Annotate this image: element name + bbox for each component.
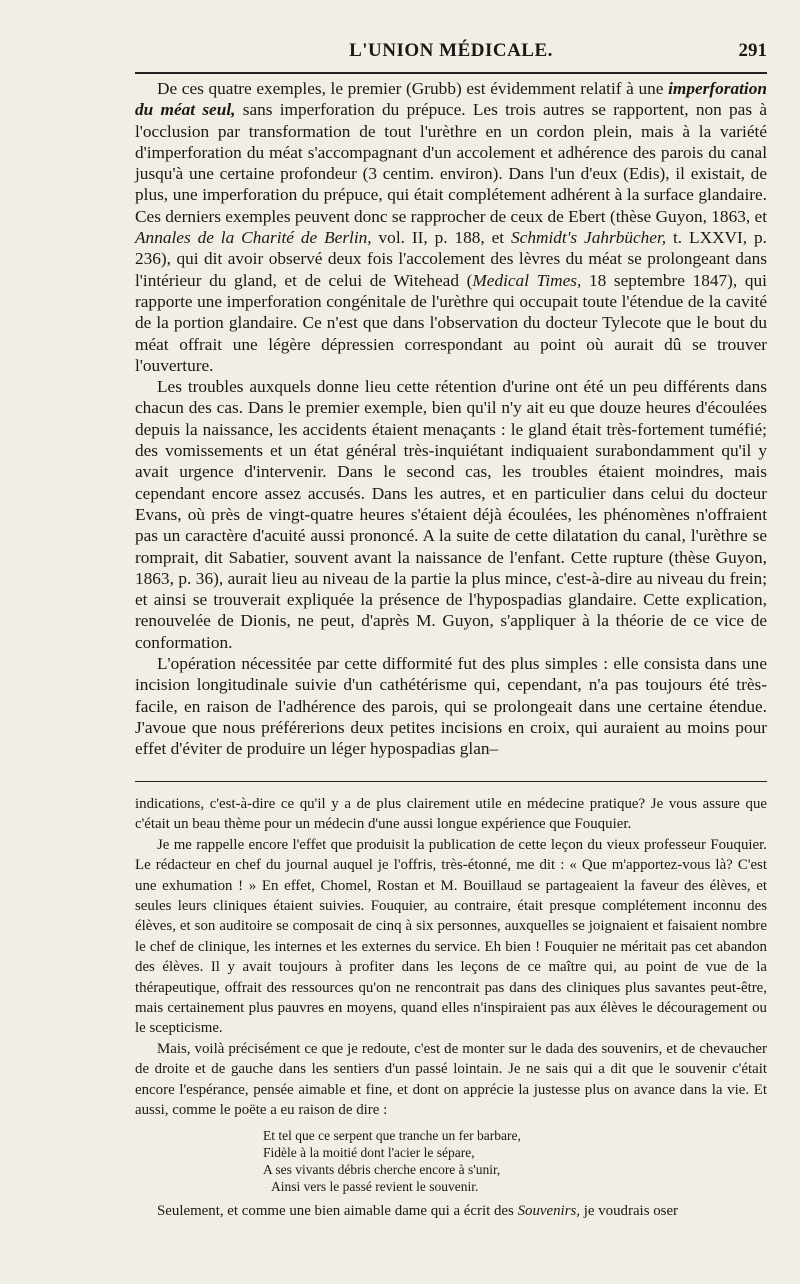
page-header bbox=[135, 40, 767, 66]
verse-line: Ainsi vers le passé revient le souvenir. bbox=[271, 1178, 479, 1194]
verse-quote bbox=[263, 1127, 767, 1195]
verse-line: Fidèle à la moitié dont l'acier le sépare, bbox=[263, 1144, 475, 1160]
feuilleton-paragraph-2: Je me rappelle encore l'effet que produisit la publication de cette leçon du vieux professeur Fouquier. Le rédacteur en chef du journal auquel je l'offris, très-étonné, me dit : « Que m'apportez-vous là? C'est une exhumation ! » En effet, Chomel, Rostan et M. Bouillaud se partageaient la faveur des élèves, et seules leurs cliniques étaient suivies. Fouquier, au contraire, était presque complétement inconnu des élèves, et son auditoire se composait de cinq à six personnes, auxquelles se joignaient et faisaient nombre le chef de clinique, les internes et les externes du service. Eh bien ! Fouquier ne méritait pas cet abandon des élèves. Il y avait toujours à profiter dans les leçons de ce maître qui, au point de vue de la thérapeutique, offrait des ressources qu'on ne rencontrait pas dans des cliniques plus savantes peut-être, mais certainement plus pauvres en moyens, quand elles n'inspiraient pas aux élèves le découragement ou le scepticisme. bbox=[135, 836, 767, 1037]
main-paragraph-3: L'opération nécessitée par cette difformité fut des plus simples : elle consista dans une incision longitudinale suivie d'un cathétérisme qui, cependant, n'a pas toujours été très-facile, en raison de l'adhérence des parois, qui se prolongeait dans une certaine étendue. J'avoue que nous préférerions deux petites incisions en croix, qui auraient au moins pour effet d'éviter de produire un léger hypospadias glan– bbox=[135, 654, 767, 759]
verse-line: A ses vivants débris cherche encore à s'unir, bbox=[263, 1161, 501, 1177]
feuilleton-divider bbox=[135, 781, 767, 782]
main-paragraph-2: Les troubles auxquels donne lieu cette rétention d'urine ont été un peu différents dans chacun des cas. Dans le premier exemple, bien qu'il n'y ait eu que douze heures d'écoulées depuis la naissance, les accidents étaient menaçants : le gland était très-fortement tuméfié; des vomissements et un état général très-inquiétant indiquaient surabondamment qu'il y avait urgence d'intervenir. Dans le second cas, les troubles étaient moindres, mais cependant encore assez accusés. Dans les autres, et en particulier dans celui du docteur Evans, où près de vingt-quatre heures s'étaient déjà écoulées, les phénomènes n'offraient pas un caractère d'acuité aussi prononcé. A la suite de cette dilatation du canal, l'urèthre se romprait, dit Sabatier, souvent avant la naissance de l'enfant. Cette rupture (thèse Guyon, 1863, p. 36), aurait lieu au niveau de la partie la plus mince, c'est-à-dire au niveau du frein; et ainsi se trouverait expliquée la présence de l'hypospadias glandaire. Cette explication, renouvelée de Dionis, ne peut, d'après M. Guyon, s'appliquer à la théorie de ce vice de conformation. bbox=[135, 377, 767, 652]
feuilleton-paragraph-3: Mais, voilà précisément ce que je redoute, c'est de monter sur le dada des souvenirs, et de chevaucher de droite et de gauche dans les sentiers d'un passé lointain. Je ne sais qui a dit que le souvenir c'était encore l'espérance, pensée aimable et fine, et dont on apprécie la justesse plus on avance dans la vie. Et aussi, comme le poëte a eu raison de dire : bbox=[135, 1040, 767, 1119]
feuilleton-paragraph-4: Seulement, et comme une bien aimable dame qui a écrit des Souvenirs, je voudrais oser bbox=[157, 1202, 679, 1219]
main-paragraph-1: De ces quatre exemples, le premier (Grubb) est évidemment relatif à une imperforation du méat seul, sans imperforation du prépuce. Les trois autres se rapportent, non pas à l'occlusion par transformation de tout l'urèthre en un cordon plein, mais à la variété d'imperforation du méat s'accompagnant d'un accolement et adhérence des parois du canal jusqu'à une certaine profondeur (3 centim. environ). Dans l'un d'eux (Edis), il existait, de plus, une imperforation du prépuce, qui était complétement adhérent à la surface glandaire. Ces derniers exemples peuvent donc se rapprocher de ceux de Ebert (thèse Guyon, 1863, et Annales de la Charité de Berlin, vol. II, p. 188, et Schmidt's Jahrbücher, t. LXXVI, p. 236), qui dit avoir observé deux fois l'accolement des lèvres du méat se prolongeant dans l'intérieur du gland, et de celui de Witehead (Medical Times, 18 septembre 1847), qui rapporte une imperforation congénitale de l'urèthre qui occupait toute l'étendue de la cavité de la portion glandaire. Ce n'est que dans l'observation du docteur Tylecote que le bout du méat offrait une légère dépressien correspondant au point où aurait dû se trouver l'ouverture. bbox=[135, 79, 768, 375]
feuilleton-paragraph-1: indications, c'est-à-dire ce qu'il y a de plus clairement utile en médecine pratique? Je vous assure que c'était un beau thème pour un médecin d'une aussi longue expérience que Fouquier. bbox=[135, 796, 767, 833]
feuilleton-section bbox=[135, 794, 767, 1221]
running-title: L'UNION MÉDICALE. bbox=[349, 40, 553, 61]
page-number: 291 bbox=[738, 40, 767, 61]
header-rule bbox=[135, 72, 767, 74]
verse-line: Et tel que ce serpent que tranche un fer barbare, bbox=[263, 1127, 521, 1143]
main-article bbox=[135, 78, 767, 760]
